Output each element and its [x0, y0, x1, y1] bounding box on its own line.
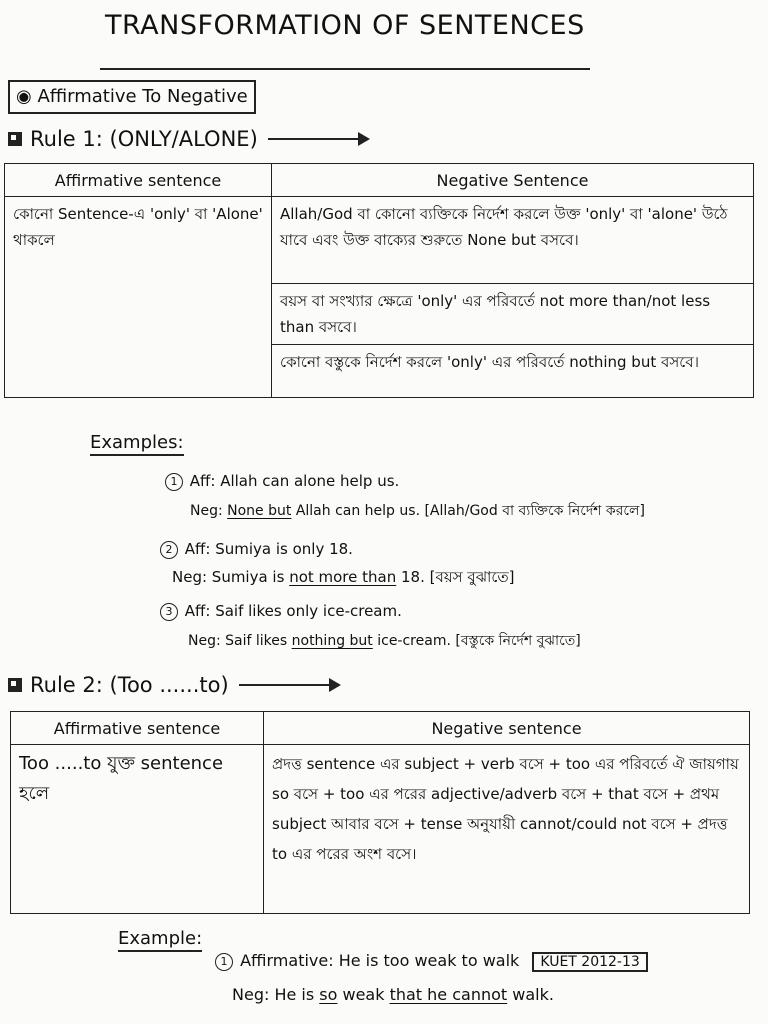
section-heading — [8, 80, 256, 114]
rule1-example-2-neg: Neg: Sumiya is not more than 18. [বয়স বুঝাতে] — [172, 568, 515, 586]
rule1-row-1: Allah/God বা কোনো ব্যক্তিকে নির্দেশ করলে উক্ত 'only' বা 'alone' উঠে যাবে এবং উক্ত বাক্যের শুরুতে None but বসবে। — [272, 197, 754, 284]
rule2-heading-text: Rule 2: (Too ......to) — [30, 673, 229, 697]
example-number: 1 — [165, 473, 183, 491]
example-note: [বস্তুকে নির্দেশ বুঝাতে] — [455, 633, 581, 649]
rule2-description-cell: প্রদত্ত sentence এর subject + verb বসে + too এর পরিবর্তে ঐ জায়গায় so বসে + too এর পরের adjective/adverb বসে + that বসে + প্রথম subject আবার বসে + tense অনুযায়ী cannot/could not বসে + প্রদত্ত to এর পরের অংশ বসে। — [264, 745, 750, 914]
rule2-example-label: Example: — [118, 928, 202, 949]
rule1-row-2: বয়স বা সংখ্যার ক্ষেত্রে 'only' এর পরিবর্তে not more than/not less than বসবে। — [272, 284, 754, 345]
rule1-example-1-aff: 1 Aff: Allah can alone help us. — [165, 470, 399, 492]
rule2-example-aff: 1 Affirmative: He is too weak to walk KUET 2012-13 — [215, 948, 648, 975]
exam-tag-badge: KUET 2012-13 — [532, 952, 647, 972]
rule2-heading — [8, 670, 339, 700]
rule1-row-3: কোনো বস্তুকে নির্দেশ করলে 'only' এর পরিবর্তে nothing but বসবে। — [272, 345, 754, 398]
example-note: [বয়স বুঝাতে] — [429, 568, 515, 586]
arrow-right-icon — [268, 138, 368, 140]
example-number: 1 — [215, 953, 233, 971]
rule2-col-header-neg: Negative sentence — [264, 712, 750, 745]
rule1-example-3-aff: 3 Aff: Saif likes only ice-cream. — [160, 600, 402, 622]
arrow-right-icon — [239, 684, 339, 686]
rule2-col-header-aff: Affirmative sentence — [11, 712, 264, 745]
rule2-condition-cell: Too .....to যুক্ত sentence হলে — [11, 745, 264, 914]
page-title: TRANSFORMATION OF SENTENCES — [105, 10, 585, 41]
example-number: 3 — [160, 603, 178, 621]
square-bullet-icon — [8, 132, 22, 146]
rule1-col-header-neg: Negative Sentence — [272, 164, 754, 197]
rule1-col-header-aff: Affirmative sentence — [5, 164, 272, 197]
rule1-example-3-neg: Neg: Saif likes nothing but ice-cream. [বস্তুকে নির্দেশ বুঝাতে] — [188, 633, 581, 649]
rule1-heading — [8, 124, 368, 154]
target-icon: ◉ — [16, 86, 38, 107]
rule1-example-1-neg: Neg: None but Allah can help us. [Allah/God বা ব্যক্তিকে নির্দেশ করলে] — [190, 503, 645, 519]
rule1-table — [4, 163, 754, 398]
square-bullet-icon — [8, 678, 22, 692]
rule1-example-2-aff: 2 Aff: Sumiya is only 18. — [160, 538, 353, 560]
example-note: [Allah/God বা ব্যক্তিকে নির্দেশ করলে] — [424, 503, 645, 519]
example-number: 2 — [160, 541, 178, 559]
title-underline — [100, 68, 590, 70]
rule1-examples-label: Examples: — [90, 432, 184, 453]
rule1-heading-text: Rule 1: (ONLY/ALONE) — [30, 127, 258, 151]
rule1-condition-cell: কোনো Sentence-এ 'only' বা 'Alone' থাকলে — [5, 197, 272, 398]
rule2-table — [10, 711, 750, 914]
rule2-example-neg: Neg: He is so weak that he cannot walk. — [232, 985, 554, 1004]
section-label: Affirmative To Negative — [37, 86, 248, 107]
